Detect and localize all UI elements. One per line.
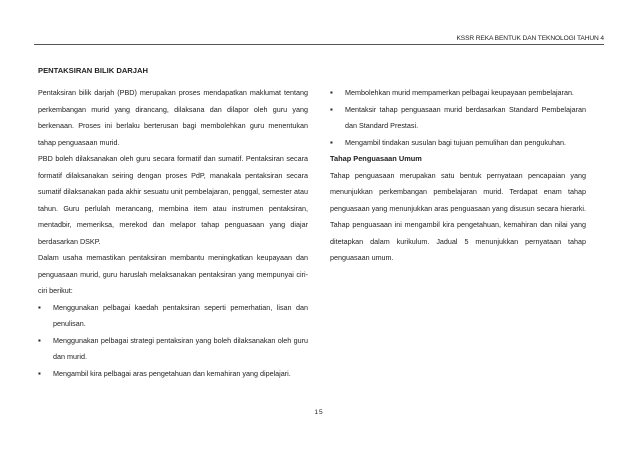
list-item-text: Menggunakan pelbagai kaedah pentaksiran seperti pemerhatian, lisan dan penulisan. bbox=[53, 302, 308, 328]
list-item-text: Mengambil kira pelbagai aras pengetahuan dan kemahiran yang dipelajari. bbox=[53, 368, 291, 378]
list-item bbox=[38, 300, 308, 333]
running-header: KSSR REKA BENTUK DAN TEKNOLOGI TAHUN 4 bbox=[456, 35, 604, 42]
bullet-icon: ▪ bbox=[38, 335, 41, 345]
list-item-text: Membolehkan murid mempamerkan pelbagai keupayaan pembelajaran. bbox=[345, 88, 574, 97]
header-divider bbox=[34, 44, 604, 45]
list-item bbox=[38, 366, 308, 383]
paragraph-pbd-characteristics: Dalam usaha memastikan pentaksiran membantu meningkatkan keupayaan dan penguasaan murid, guru haruslah melaksanakan pentaksiran yang mempunyai ciri-ciri berikut: bbox=[38, 253, 308, 295]
page-number: 15 bbox=[314, 409, 324, 416]
list-item-text: Menggunakan pelbagai strategi pentaksiran yang boleh dilaksanakan oleh guru dan murid. bbox=[53, 335, 308, 361]
list-item bbox=[330, 102, 586, 135]
left-column bbox=[38, 85, 308, 382]
list-item-text: Mentaksir tahap penguasaan murid berdasarkan Standard Pembelajaran dan Standard Prestasi. bbox=[345, 104, 586, 130]
list-item bbox=[330, 135, 586, 152]
paragraph-tahap-penguasaan: Tahap penguasaan merupakan satu bentuk pernyataan pencapaian yang menunjukkan perkembangan pembelajaran murid. Terdapat enam tahap penguasaan yang menunjukkan aras penguasaan yang disusun secara hierarki. Tahap penguasaan ini mengambil kira pengetahuan, kemahiran dan nilai yang ditetapkan dalam kurikulum. Jadual 5 menunjukkan pernyataan tahap penguasaan umum. bbox=[330, 170, 586, 262]
paragraph-pbd-definition: Pentaksiran bilik darjah (PBD) merupakan proses mendapatkan maklumat tentang perkembangan murid yang dirancang, dilaksana dan dilapor oleh guru yang berkenaan. Proses ini berlaku berterusan bagi membolehkan guru menentukan tahap penguasaan murid. bbox=[38, 88, 308, 147]
right-column bbox=[330, 85, 586, 267]
section-title: PENTAKSIRAN BILIK DARJAH bbox=[38, 66, 148, 75]
subheading-tahap-penguasaan: Tahap Penguasaan Umum bbox=[330, 154, 422, 163]
bullet-icon: ▪ bbox=[330, 88, 333, 97]
bullet-icon: ▪ bbox=[38, 302, 41, 312]
list-item-text: Mengambil tindakan susulan bagi tujuan pemulihan dan pengukuhan. bbox=[345, 137, 566, 147]
bullet-icon: ▪ bbox=[330, 104, 333, 114]
bullet-icon: ▪ bbox=[38, 368, 41, 378]
left-bullet-list bbox=[38, 300, 308, 383]
list-item bbox=[38, 333, 308, 366]
right-bullet-list bbox=[330, 85, 586, 151]
paragraph-pbd-formative-summative: PBD boleh dilaksanakan oleh guru secara formatif dan sumatif. Pentaksiran secara formatif dilaksanakan seiring dengan proses PdP, manakala pentaksiran secara sumatif dilaksanakan pada akhir sesuatu unit pembelajaran, penggal, semester atau tahun. Guru perlulah merancang, membina item atau instrumen pentaksiran, mentadbir, memeriksa, merekod dan melapor tahap penguasaan yang diajar berdasarkan DSKP. bbox=[38, 154, 308, 246]
bullet-icon: ▪ bbox=[330, 137, 333, 147]
list-item bbox=[330, 85, 586, 102]
